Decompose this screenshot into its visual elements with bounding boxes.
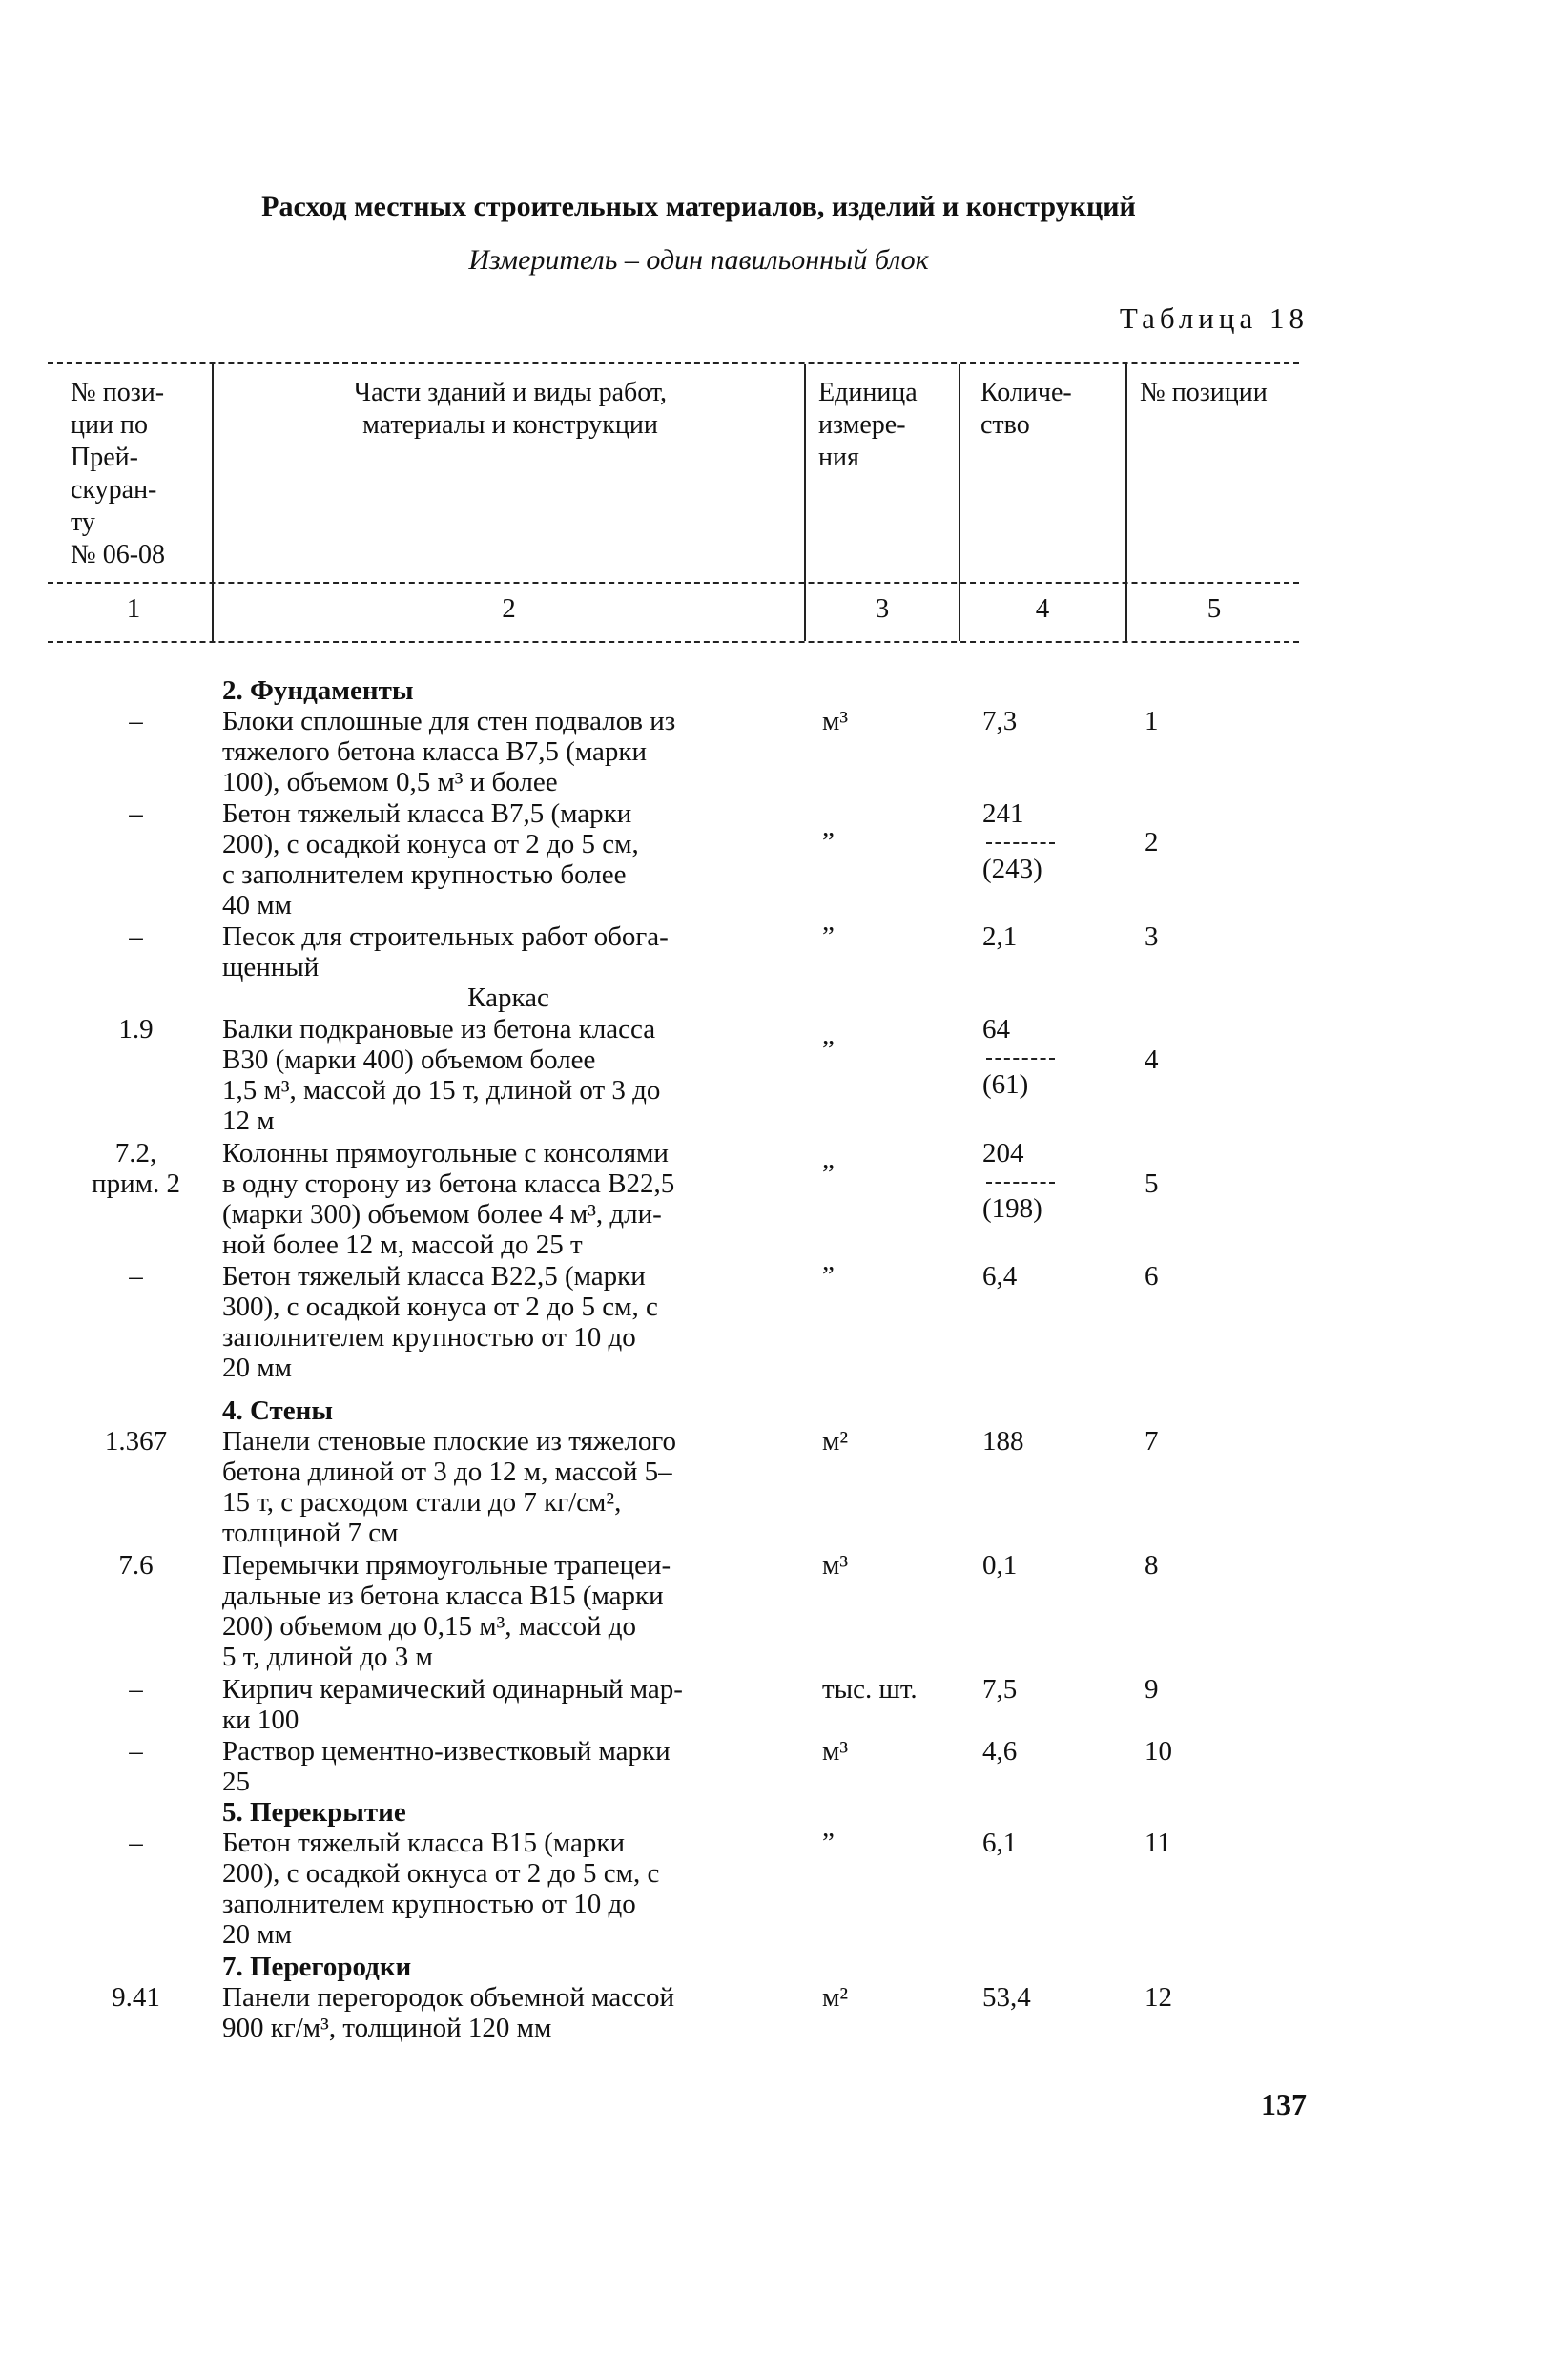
row-quantity: 64 (61) xyxy=(982,1014,1087,1100)
row-position: 7.2, прим. 2 xyxy=(92,1138,180,1199)
row-unit: м² xyxy=(822,1982,849,2013)
row-quantity: 204 (198) xyxy=(982,1138,1087,1224)
col-divider-4 xyxy=(1125,364,1127,641)
row-number: 2 xyxy=(1145,827,1159,858)
table-label: Таблица 18 xyxy=(1119,301,1309,335)
col-divider-2 xyxy=(804,364,806,641)
row-quantity: 2,1 xyxy=(982,921,1018,952)
row-number: 12 xyxy=(1145,1982,1172,2013)
table-top-rule xyxy=(48,362,1299,364)
row-number: 10 xyxy=(1145,1736,1172,1767)
section-heading: Каркас xyxy=(467,982,549,1013)
header-col4: Количе- ство xyxy=(980,378,1072,440)
row-position: – xyxy=(129,798,143,829)
row-unit: м² xyxy=(822,1426,849,1457)
row-number: 5 xyxy=(1145,1168,1159,1199)
row-quantity: 7,5 xyxy=(982,1674,1018,1705)
row-description: Бетон тяжелый класса В7,5 (марки 200), с осадкой конуса от 2 до 5 см, с заполнителем крупностью более 40 мм xyxy=(222,798,639,920)
section-heading: 5. Перекрытие xyxy=(222,1797,406,1828)
row-unit: ” xyxy=(822,1159,835,1189)
row-position: 1.9 xyxy=(118,1014,154,1044)
row-description: Песок для строительных работ обога- щенный xyxy=(222,921,669,982)
row-number: 8 xyxy=(1145,1550,1159,1581)
row-position: – xyxy=(129,706,143,736)
row-description: Раствор цементно-известковый марки 25 xyxy=(222,1736,671,1797)
row-description: Панели стеновые плоские из тяжелого бетона длиной от 3 до 12 м, массой 5– 15 т, с расходом стали до 7 кг/см², толщиной 7 см xyxy=(222,1426,677,1548)
col-number-1: 1 xyxy=(126,593,141,624)
col-divider-3 xyxy=(959,364,960,641)
row-quantity: 241 (243) xyxy=(982,798,1087,884)
section-heading: 7. Перегородки xyxy=(222,1952,412,1982)
header-col3: Единица измере- ния xyxy=(818,378,918,472)
row-description: Балки подкрановые из бетона класса В30 (марки 400) объемом более 1,5 м³, массой до 15 т, длиной от 3 до 12 м xyxy=(222,1014,661,1136)
page-title: Расход местных строительных материалов, изделий и конструкций xyxy=(261,191,1136,222)
row-description: Панели перегородок объемной массой 900 кг/м³, толщиной 120 мм xyxy=(222,1982,674,2043)
section-heading: 4. Стены xyxy=(222,1396,334,1426)
col-number-4: 4 xyxy=(1035,593,1050,624)
row-unit: ” xyxy=(822,1828,835,1858)
row-quantity: 188 xyxy=(982,1426,1024,1457)
row-description: Колонны прямоугольные с консолями в одну сторону из бетона класса В22,5 (марки 300) объемом более 4 м³, дли- ной более 12 м, массой до 25 т xyxy=(222,1138,675,1260)
row-unit: м³ xyxy=(822,1550,849,1581)
row-position: 1.367 xyxy=(104,1426,168,1457)
row-position: 7.6 xyxy=(118,1550,154,1581)
row-description: Перемычки прямоугольные трапецеи- дальные из бетона класса В15 (марки 200) объемом до 0,15 м³, массой до 5 т, длиной до 3 м xyxy=(222,1550,671,1672)
page-number: 137 xyxy=(1261,2087,1307,2121)
row-number: 11 xyxy=(1145,1828,1171,1858)
col-divider-1 xyxy=(212,364,214,641)
col-number-2: 2 xyxy=(502,593,516,624)
row-number: 7 xyxy=(1145,1426,1159,1457)
row-description: Блоки сплошные для стен подвалов из тяжелого бетона класса В7,5 (марки 100), объемом 0,5 м³ и более xyxy=(222,706,676,797)
row-unit: тыс. шт. xyxy=(822,1674,918,1705)
header-col2: Части зданий и виды работ, материалы и конструкции xyxy=(353,378,668,440)
row-quantity: 53,4 xyxy=(982,1982,1031,2013)
row-unit: м³ xyxy=(822,1736,849,1767)
row-quantity: 6,4 xyxy=(982,1261,1018,1292)
col-number-5: 5 xyxy=(1207,593,1222,624)
row-position: 9.41 xyxy=(112,1982,160,2013)
row-position: – xyxy=(129,921,143,952)
row-number: 3 xyxy=(1145,921,1159,952)
row-quantity: 7,3 xyxy=(982,706,1018,736)
header-col1: № пози- ции по Прей- скуран- ту № 06-08 xyxy=(71,378,166,569)
row-description: Бетон тяжелый класса В15 (марки 200), с осадкой окнуса от 2 до 5 см, с заполнителем крупностью от 10 до 20 мм xyxy=(222,1828,660,1950)
row-quantity: 4,6 xyxy=(982,1736,1018,1767)
row-unit: м³ xyxy=(822,706,849,736)
row-position: – xyxy=(129,1828,143,1858)
row-unit: ” xyxy=(822,1035,835,1065)
row-description: Кирпич керамический одинарный мар- ки 100 xyxy=(222,1674,683,1735)
section-heading: 2. Фундаменты xyxy=(222,675,414,706)
row-description: Бетон тяжелый класса В22,5 (марки 300), с осадкой конуса от 2 до 5 см, с заполнителем крупностью от 10 до 20 мм xyxy=(222,1261,658,1383)
row-unit: ” xyxy=(822,1261,835,1292)
row-number: 1 xyxy=(1145,706,1159,736)
page-subtitle: Измеритель – один павильонный блок xyxy=(468,244,929,276)
numbers-rule xyxy=(48,641,1299,643)
row-number: 9 xyxy=(1145,1674,1159,1705)
row-position: – xyxy=(129,1674,143,1705)
row-position: – xyxy=(129,1736,143,1767)
row-quantity: 6,1 xyxy=(982,1828,1018,1858)
header-col5: № позиции xyxy=(1140,378,1268,407)
row-position: – xyxy=(129,1261,143,1292)
row-quantity: 0,1 xyxy=(982,1550,1018,1581)
row-unit: ” xyxy=(822,921,835,952)
row-number: 6 xyxy=(1145,1261,1159,1292)
row-unit: ” xyxy=(822,827,835,858)
row-number: 4 xyxy=(1145,1044,1159,1075)
header-rule xyxy=(48,582,1299,584)
col-number-3: 3 xyxy=(875,593,890,624)
